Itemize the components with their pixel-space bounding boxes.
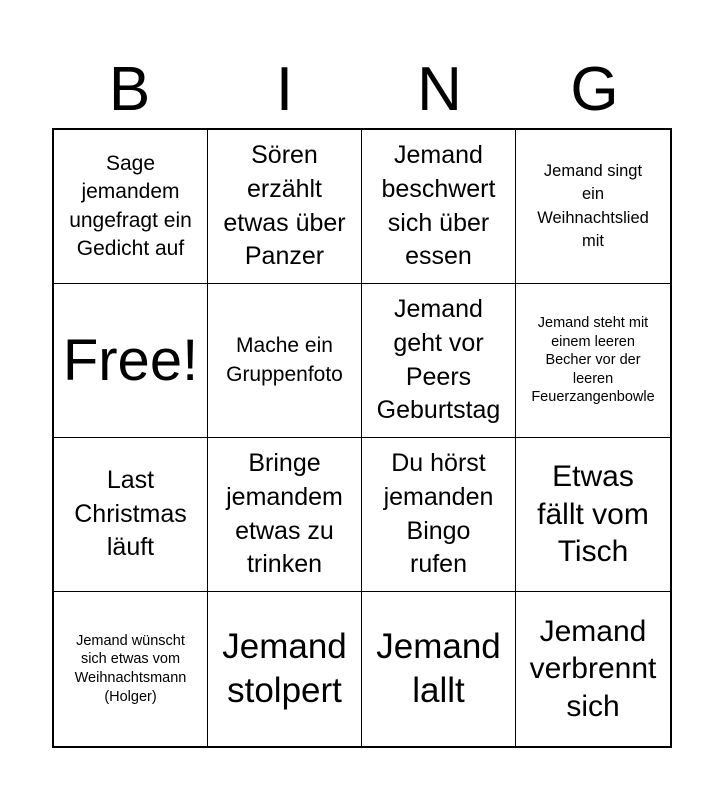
bingo-cell[interactable] [362, 130, 516, 284]
header-letter-g: G [570, 55, 619, 124]
header-letter-i: I [275, 55, 294, 124]
bingo-cell-text: Last Christmas läuft [74, 465, 187, 562]
header-letter-b: B [108, 55, 151, 124]
bingo-cell[interactable] [208, 592, 362, 746]
bingo-cell-text: Etwas fällt vom Tisch [537, 460, 649, 569]
bingo-cell[interactable] [516, 284, 670, 438]
bingo-cell-text: Du hörst jemanden Bingo rufen [383, 449, 494, 579]
bingo-cell[interactable] [362, 284, 516, 438]
bingo-cell[interactable] [54, 130, 208, 284]
bingo-cell-text: Jemand singt ein Weihnachtslied mit [537, 162, 649, 250]
bingo-cell[interactable] [54, 592, 208, 746]
bingo-cell-text: Jemand wünscht sich etwas vom Weihnachtsmann (Holger) [74, 632, 187, 705]
bingo-board [52, 128, 672, 748]
bingo-cell[interactable] [516, 592, 670, 746]
bingo-cell[interactable] [208, 438, 362, 592]
bingo-cell-text: Jemand geht vor Peers Geburtstag [376, 295, 501, 425]
bingo-cell-text: Jemand steht mit einem leeren Becher vor der leeren Feuerzangenbowle [531, 315, 655, 406]
free-space-label: Free! [62, 327, 199, 393]
bingo-cell-text: Jemand lallt [376, 627, 501, 710]
bingo-cell[interactable] [516, 438, 670, 592]
bingo-cell-text: Jemand beschwert sich über essen [381, 141, 496, 271]
bingo-cell-text: Bringe jemandem etwas zu trinken [226, 449, 343, 579]
bingo-cell-text: Sage jemandem ungefragt ein Gedicht auf [69, 151, 192, 260]
bingo-cell[interactable] [54, 438, 208, 592]
bingo-cell[interactable] [516, 130, 670, 284]
bingo-cell[interactable] [208, 130, 362, 284]
bingo-cell[interactable] [208, 284, 362, 438]
bingo-cell-text: Jemand stolpert [222, 627, 347, 710]
bingo-cell-free[interactable] [54, 284, 208, 438]
bingo-header [52, 52, 672, 128]
bingo-cell[interactable] [362, 438, 516, 592]
bingo-cell-text: Mache ein Gruppenfoto [226, 334, 343, 386]
bingo-cell-text: Sören erzählt etwas über Panzer [223, 141, 346, 271]
bingo-cell-text: Jemand verbrennt sich [529, 614, 657, 723]
bingo-cell[interactable] [362, 592, 516, 746]
header-letter-n: N [417, 55, 462, 124]
